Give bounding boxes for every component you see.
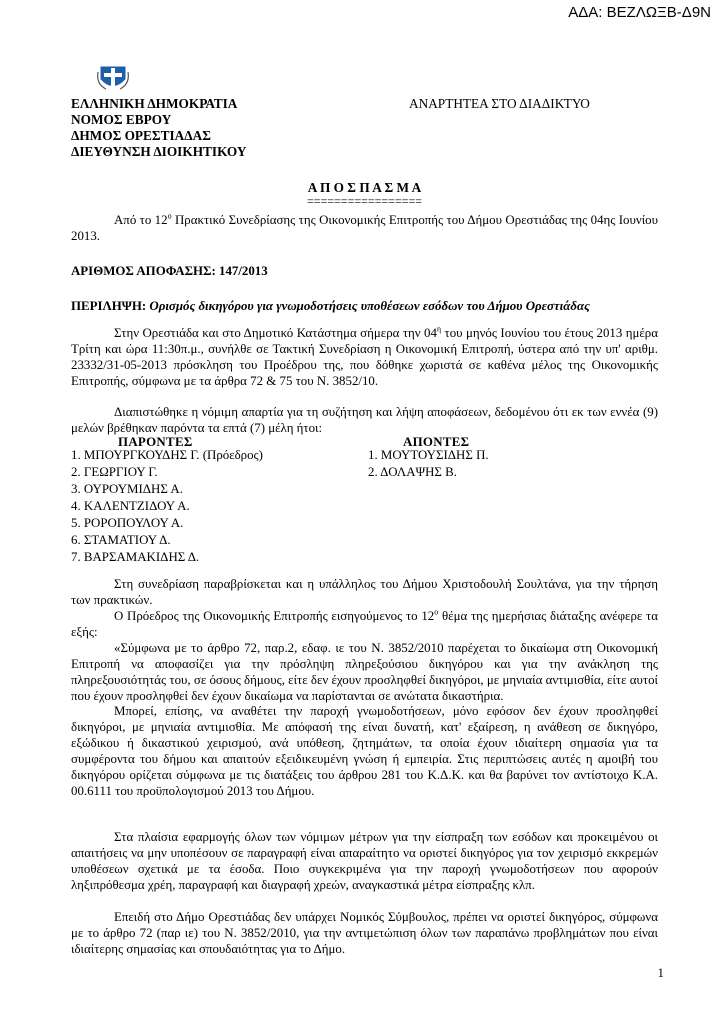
title-rule: ================= bbox=[306, 194, 423, 208]
paragraph-1: Στην Ορεστιάδα και στο Δημοτικό Κατάστημα σήμερα την $04^\eta$ του μηνός Ιουνίου του έτους 2013 ημέρα Τρίτη και ώρα 11:30π.μ., συνήλθε σε Τακτική Συνεδρίαση η Οικονομική Επιτροπή, ύστερα από την υπ' αριθμ. 23332/31-05-2013 πρόσκληση του Προέδρου της, που δόθηκε χωριστά σε καθένα μέλος της Οικονομικής Επιτροπής, σύμφωνα με τα άρθρα 72 & 75 του Ν. 3852/10. bbox=[71, 324, 658, 388]
summary: ΠΕΡΙΛΗΨΗ: Ορισμός δικηγόρου για γνωμοδοτήσεις υποθέσεων εσόδων του Δήμου Ορεστιάδας bbox=[71, 299, 590, 313]
greek-emblem-icon bbox=[96, 58, 130, 92]
list-item: 5. ΡΟΡΟΠΟΥΛΟΥ Α. bbox=[71, 516, 184, 530]
header-org bbox=[71, 96, 246, 160]
list-item: 1. ΜΟΥΤΟΥΣΙΔΗΣ Π. bbox=[368, 448, 489, 462]
header-line: ΔΗΜΟΣ ΟΡΕΣΤΙΑΔΑΣ bbox=[71, 128, 211, 143]
publish-notice: ΑΝΑΡΤΗΤΕΑ ΣΤΟ ΔΙΑΔΙΚΤΥΟ bbox=[409, 96, 590, 111]
intro-paragraph: Από το $12^o$ Πρακτικό Συνεδρίασης της Οικονομικής Επιτροπής του Δήμου Ορεστιάδας της 04ης Ιουνίου 2013. bbox=[71, 211, 658, 243]
paragraph-6: Μπορεί, επίσης, να αναθέτει την παροχή γνωμοδοτήσεων, μόνο εφόσον δεν έχουν προσληφθεί δικηγόροι, με μηνιαία αντιμισθία. Με απόφασή της είναι δυνατή, κατ' εξαίρεση, η ανάθεση σε δικηγόρο, εξώδικου ή δικαστικού χειρισμού, ανά υπόθεση, ζητημάτων, τα οποία έχουν ιδιαίτερη σημασία για τα συμφέροντα του δήμου και απαιτούν εξειδικευμένη γνώση ή εμπειρία. Στις περιπτώσεις αυτές η αμοιβή του δικηγόρου ορίζεται σύμφωνα με τις διατάξεις του άρθρου 281 του Κ.Δ.Κ. και θα βαρύνει τον αντίστοιχο Κ.Α. 00.6111 του προϋπολογισμού 2013 του Δήμου. bbox=[71, 704, 658, 798]
decision-number: ΑΡΙΘΜΟΣ ΑΠΟΦΑΣΗΣ: 147/2013 bbox=[71, 264, 268, 278]
paragraph-7: Στα πλαίσια εφαρμογής όλων των νόμιμων μέτρων για την είσπραξη των εσόδων και προκειμένου οι απαιτήσεις να μην υποπέσουν σε παραγραφή είναι απαραίτητο να οριστεί δικηγόρος για τον χειρισμό εκκρεμών υποθέσεων σχετικά με τα έσοδα. Ποιο συγκεκριμένα για την παροχή γνωμοδοτήσεων που αφορούν ληξιπρόθεσμα χρέη, παραγραφή και διαγραφή χρεών, αναγκαστικά μέτρα είσπραξης κλπ. bbox=[71, 830, 658, 892]
list-item: 4. ΚΑΛΕΝΤΖΙΔΟΥ Α. bbox=[71, 499, 190, 513]
header-line: ΕΛΛΗΝΙΚΗ ΔΗΜΟΚΡΑΤΙΑ bbox=[71, 96, 238, 111]
absent-list bbox=[368, 447, 489, 481]
doc-title: Α Π Ο Σ Π Α Σ Μ Α bbox=[307, 180, 422, 195]
absent-heading: ΑΠΟΝΤΕΣ bbox=[403, 435, 470, 449]
list-item: 1. ΜΠΟΥΡΓΚΟΥΔΗΣ Γ. (Πρόεδρος) bbox=[71, 448, 263, 462]
paragraph-8: Επειδή στο Δήμο Ορεστιάδας δεν υπάρχει Νομικός Σύμβουλος, πρέπει να οριστεί δικηγόρος, σύμφωνα με το άρθρο 72 (παρ ιε) του Ν. 3852/2010, για την αντιμετώπιση όλων των παραπάνω προβλημάτων που είναι ιδιαίτερης σημασίας και σπουδαιότητας για το Δήμο. bbox=[71, 910, 658, 956]
ada-code: ΑΔΑ: ΒΕΖΛΩΞΒ-Δ9Ν bbox=[568, 4, 711, 21]
list-item: 6. ΣΤΑΜΑΤΙΟΥ Δ. bbox=[71, 533, 171, 547]
present-list bbox=[71, 447, 263, 566]
header-line: ΝΟΜΟΣ ΕΒΡΟΥ bbox=[71, 112, 172, 127]
present-heading: ΠΑΡΟΝΤΕΣ bbox=[118, 435, 193, 449]
paragraph-5: «Σύμφωνα με το άρθρο 72, παρ.2, εδαφ. ιε του Ν. 3852/2010 παρέχεται το δικαίωμα στη Οικονομική Επιτροπή να αποφασίζει για την πρόσληψη πληρεξούσιου δικηγόρου και για την ανάκληση της πληρεξουσιότητάς του, σε όσους δήμους, είτε δεν έχουν προσληφθεί δικηγόροι, με μηνιαία αντιμισθία, είτε αυτοί που έχουν προσληφθεί δεν έχουν δικαίωμα να παρίστανται σε ανώτατα δικαστήρια. bbox=[71, 641, 658, 703]
list-item: 7. ΒΑΡΣΑΜΑΚΙΔΗΣ Δ. bbox=[71, 550, 200, 564]
paragraph-3: Στη συνεδρίαση παραβρίσκεται και η υπάλληλος του Δήμου Χριστοδουλή Σουλτάνα, για την τήρηση των πρακτικών. bbox=[71, 577, 658, 607]
list-item: 3. ΟΥΡΟΥΜΙΔΗΣ Α. bbox=[71, 482, 183, 496]
list-item: 2. ΓΕΩΡΓΙΟΥ Γ. bbox=[71, 465, 158, 479]
paragraph-4: Ο Πρόεδρος της Οικονομικής Επιτροπής εισηγούμενος το $12^o$ θέμα της ημερήσιας διάταξης ανέφερε τα εξής: bbox=[71, 607, 658, 639]
header-line: ΔΙΕΥΘΥΝΣΗ ΔΙΟΙΚΗΤΙΚΟΥ bbox=[71, 144, 247, 159]
paragraph-2: Διαπιστώθηκε η νόμιμη απαρτία για τη συζήτηση και λήψη αποφάσεων, δεδομένου ότι εκ των εννέα (9) μελών βρέθηκαν παρόντα τα επτά (7) μέλη ήτοι: bbox=[71, 405, 658, 435]
page-number: 1 bbox=[657, 966, 664, 980]
list-item: 2. ΔΟΛΑΨΗΣ Β. bbox=[368, 465, 457, 479]
